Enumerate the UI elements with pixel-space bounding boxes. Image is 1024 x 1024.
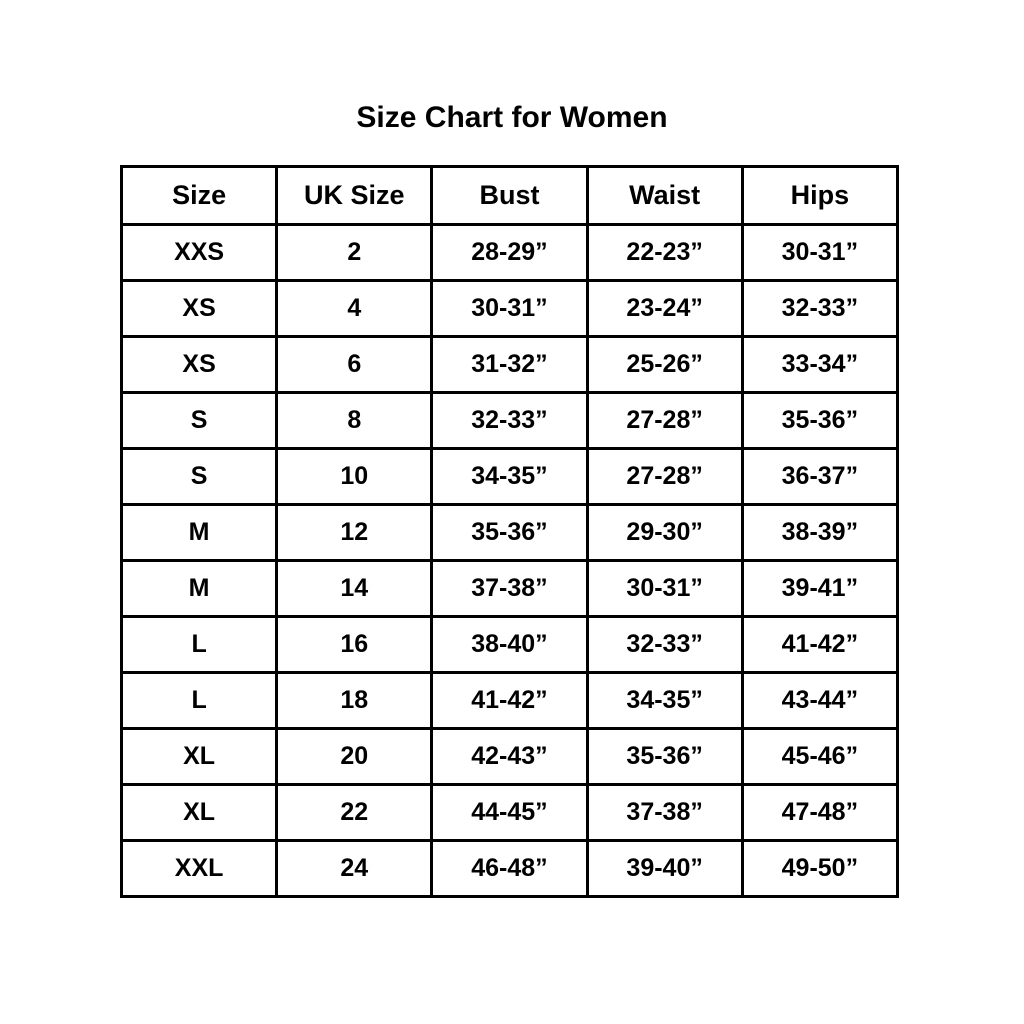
column-header-waist: Waist [587,167,742,225]
table-row [122,505,898,561]
table-cell: 46-48” [432,841,587,897]
table-cell: 41-42” [742,617,897,673]
table-cell: 34-35” [432,449,587,505]
table-cell: 24 [277,841,432,897]
table-cell: 27-28” [587,449,742,505]
table-cell: 38-40” [432,617,587,673]
table-row [122,281,898,337]
table-cell: 27-28” [587,393,742,449]
table-cell: 35-36” [587,729,742,785]
table-row [122,617,898,673]
table-cell: 23-24” [587,281,742,337]
table-cell: XL [122,729,277,785]
table-row [122,449,898,505]
table-cell: 39-41” [742,561,897,617]
table-cell: 4 [277,281,432,337]
size-chart-table [120,165,899,898]
table-cell: 41-42” [432,673,587,729]
table-row [122,561,898,617]
table-cell: L [122,617,277,673]
table-cell: 16 [277,617,432,673]
table-cell: 30-31” [742,225,897,281]
table-cell: 35-36” [742,393,897,449]
table-cell: 32-33” [742,281,897,337]
table-cell: 44-45” [432,785,587,841]
table-cell: 32-33” [587,617,742,673]
table-cell: 37-38” [587,785,742,841]
table-cell: 6 [277,337,432,393]
table-cell: 22-23” [587,225,742,281]
table-cell: 45-46” [742,729,897,785]
table-row [122,729,898,785]
table-cell: 10 [277,449,432,505]
table-cell: 8 [277,393,432,449]
page-title: Size Chart for Women [356,101,668,134]
table-cell: M [122,505,277,561]
table-cell: XL [122,785,277,841]
table-cell: 25-26” [587,337,742,393]
table-cell: 37-38” [432,561,587,617]
table-cell: 14 [277,561,432,617]
table-cell: 18 [277,673,432,729]
table-cell: 39-40” [587,841,742,897]
table-cell: 49-50” [742,841,897,897]
table-cell: XXS [122,225,277,281]
table-cell: XXL [122,841,277,897]
table-row [122,841,898,897]
table-cell: 30-31” [587,561,742,617]
table-cell: XS [122,281,277,337]
table-cell: 42-43” [432,729,587,785]
column-header-hips: Hips [742,167,897,225]
table-cell: S [122,449,277,505]
column-header-bust: Bust [432,167,587,225]
column-header-size: Size [122,167,277,225]
table-cell: 34-35” [587,673,742,729]
table-row [122,337,898,393]
table-cell: 22 [277,785,432,841]
table-cell: L [122,673,277,729]
table-cell: 12 [277,505,432,561]
table-cell: 20 [277,729,432,785]
table-cell: S [122,393,277,449]
table-cell: 28-29” [432,225,587,281]
table-row [122,393,898,449]
table-cell: 31-32” [432,337,587,393]
table-cell: 38-39” [742,505,897,561]
table-cell: 30-31” [432,281,587,337]
table-cell: M [122,561,277,617]
table-cell: 33-34” [742,337,897,393]
table-row [122,225,898,281]
table-cell: 47-48” [742,785,897,841]
table-cell: XS [122,337,277,393]
column-header-uk-size: UK Size [277,167,432,225]
table-cell: 35-36” [432,505,587,561]
table-cell: 2 [277,225,432,281]
table-cell: 43-44” [742,673,897,729]
table-row [122,673,898,729]
table-cell: 32-33” [432,393,587,449]
table-header-row [122,167,898,225]
table-row [122,785,898,841]
table-body [122,225,898,897]
table-cell: 36-37” [742,449,897,505]
table-cell: 29-30” [587,505,742,561]
